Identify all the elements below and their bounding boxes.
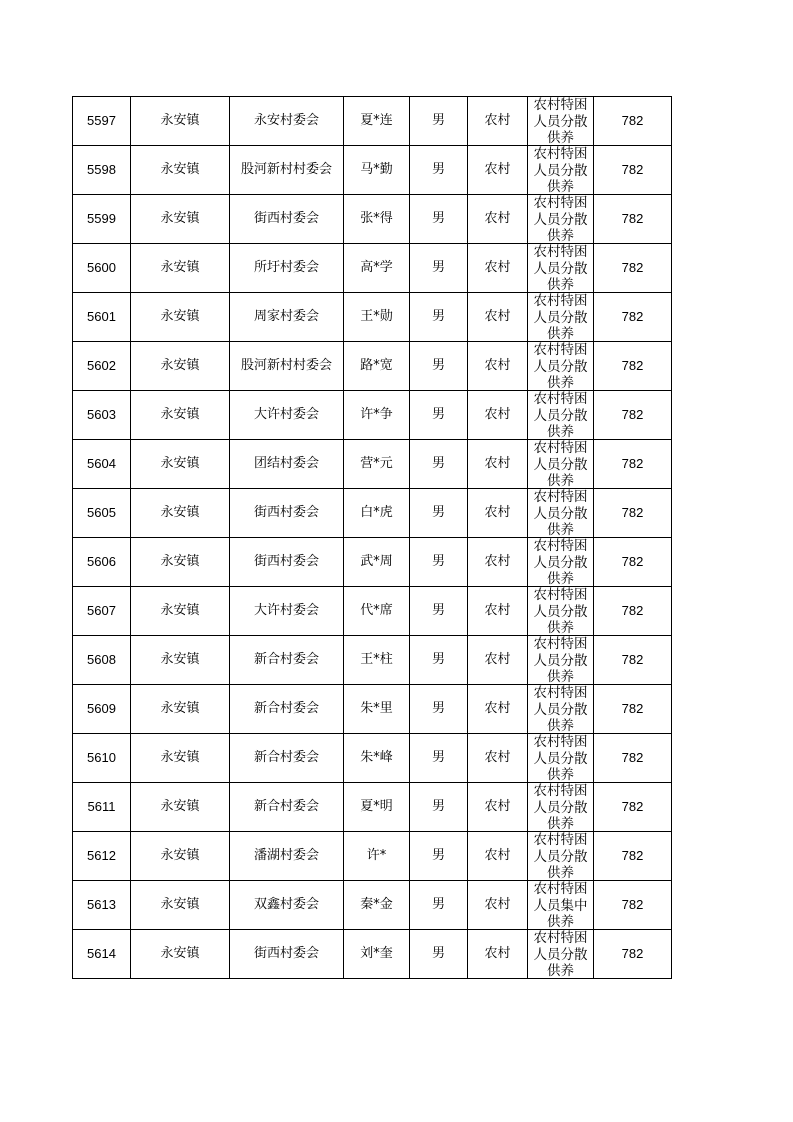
- table-row: [73, 342, 672, 391]
- cell-residence-type: 农村: [468, 195, 528, 244]
- cell-support-category: [528, 734, 594, 783]
- cell-amount: 782: [594, 97, 672, 146]
- support-category-text: 农村特困人员分散供养: [533, 832, 588, 880]
- cell-person-name: 路*宽: [344, 342, 410, 391]
- cell-person-name: 白*虎: [344, 489, 410, 538]
- table-row: [73, 244, 672, 293]
- cell-support-category: [528, 97, 594, 146]
- table-row: [73, 489, 672, 538]
- cell-residence-type: 农村: [468, 734, 528, 783]
- cell-residence-type: 农村: [468, 440, 528, 489]
- support-category-text: 农村特困人员分散供养: [533, 342, 588, 390]
- cell-village-committee: 街西村委会: [230, 538, 344, 587]
- table-row: [73, 783, 672, 832]
- cell-amount: 782: [594, 195, 672, 244]
- cell-gender: 男: [410, 195, 468, 244]
- cell-residence-type: 农村: [468, 832, 528, 881]
- cell-town: 永安镇: [131, 391, 230, 440]
- cell-person-name: 高*学: [344, 244, 410, 293]
- table-row: [73, 881, 672, 930]
- table-row: [73, 734, 672, 783]
- cell-record-number: 5604: [73, 440, 131, 489]
- cell-town: 永安镇: [131, 195, 230, 244]
- cell-gender: 男: [410, 538, 468, 587]
- support-category-text: 农村特困人员分散供养: [533, 587, 588, 635]
- cell-village-committee: 股河新村村委会: [230, 342, 344, 391]
- cell-support-category: [528, 881, 594, 930]
- cell-support-category: [528, 440, 594, 489]
- support-category-text: 农村特困人员分散供养: [533, 293, 588, 341]
- cell-support-category: [528, 783, 594, 832]
- cell-residence-type: 农村: [468, 293, 528, 342]
- cell-person-name: 朱*峰: [344, 734, 410, 783]
- cell-support-category: [528, 636, 594, 685]
- table-row: [73, 685, 672, 734]
- cell-village-committee: 新合村委会: [230, 783, 344, 832]
- cell-amount: 782: [594, 685, 672, 734]
- table-row: [73, 293, 672, 342]
- cell-support-category: [528, 685, 594, 734]
- cell-amount: 782: [594, 146, 672, 195]
- cell-amount: 782: [594, 440, 672, 489]
- table-row: [73, 832, 672, 881]
- cell-record-number: 5612: [73, 832, 131, 881]
- cell-person-name: 张*得: [344, 195, 410, 244]
- cell-residence-type: 农村: [468, 783, 528, 832]
- cell-town: 永安镇: [131, 783, 230, 832]
- cell-record-number: 5602: [73, 342, 131, 391]
- cell-amount: 782: [594, 636, 672, 685]
- cell-town: 永安镇: [131, 734, 230, 783]
- cell-village-committee: 新合村委会: [230, 734, 344, 783]
- cell-town: 永安镇: [131, 636, 230, 685]
- cell-record-number: 5608: [73, 636, 131, 685]
- cell-record-number: 5603: [73, 391, 131, 440]
- cell-town: 永安镇: [131, 146, 230, 195]
- cell-residence-type: 农村: [468, 881, 528, 930]
- cell-support-category: [528, 342, 594, 391]
- cell-record-number: 5614: [73, 930, 131, 979]
- cell-gender: 男: [410, 685, 468, 734]
- cell-village-committee: 新合村委会: [230, 636, 344, 685]
- cell-support-category: [528, 293, 594, 342]
- cell-gender: 男: [410, 783, 468, 832]
- support-category-text: 农村特困人员集中供养: [533, 881, 588, 929]
- cell-gender: 男: [410, 146, 468, 195]
- cell-village-committee: 周家村委会: [230, 293, 344, 342]
- cell-record-number: 5610: [73, 734, 131, 783]
- cell-support-category: [528, 146, 594, 195]
- cell-record-number: 5601: [73, 293, 131, 342]
- cell-person-name: 夏*明: [344, 783, 410, 832]
- cell-support-category: [528, 587, 594, 636]
- cell-gender: 男: [410, 440, 468, 489]
- cell-person-name: 许*争: [344, 391, 410, 440]
- support-category-text: 农村特困人员分散供养: [533, 636, 588, 684]
- table-row: [73, 195, 672, 244]
- cell-person-name: 刘*奎: [344, 930, 410, 979]
- support-category-text: 农村特困人员分散供养: [533, 146, 588, 194]
- cell-town: 永安镇: [131, 881, 230, 930]
- cell-residence-type: 农村: [468, 587, 528, 636]
- cell-residence-type: 农村: [468, 636, 528, 685]
- cell-amount: 782: [594, 587, 672, 636]
- cell-record-number: 5613: [73, 881, 131, 930]
- cell-support-category: [528, 195, 594, 244]
- cell-village-committee: 双鑫村委会: [230, 881, 344, 930]
- table-row: [73, 538, 672, 587]
- support-category-text: 农村特困人员分散供养: [533, 244, 588, 292]
- cell-town: 永安镇: [131, 930, 230, 979]
- cell-village-committee: 团结村委会: [230, 440, 344, 489]
- cell-record-number: 5605: [73, 489, 131, 538]
- cell-record-number: 5597: [73, 97, 131, 146]
- cell-residence-type: 农村: [468, 685, 528, 734]
- support-category-text: 农村特困人员分散供养: [533, 489, 588, 537]
- table-row: [73, 440, 672, 489]
- cell-residence-type: 农村: [468, 146, 528, 195]
- cell-person-name: 王*勋: [344, 293, 410, 342]
- cell-town: 永安镇: [131, 685, 230, 734]
- cell-person-name: 代*席: [344, 587, 410, 636]
- cell-village-committee: 潘湖村委会: [230, 832, 344, 881]
- cell-gender: 男: [410, 293, 468, 342]
- cell-gender: 男: [410, 587, 468, 636]
- cell-support-category: [528, 244, 594, 293]
- cell-amount: 782: [594, 391, 672, 440]
- support-category-text: 农村特困人员分散供养: [533, 195, 588, 243]
- support-category-text: 农村特困人员分散供养: [533, 734, 588, 782]
- cell-amount: 782: [594, 783, 672, 832]
- cell-person-name: 朱*里: [344, 685, 410, 734]
- cell-town: 永安镇: [131, 293, 230, 342]
- support-category-text: 农村特困人员分散供养: [533, 538, 588, 586]
- support-category-text: 农村特困人员分散供养: [533, 930, 588, 978]
- cell-record-number: 5611: [73, 783, 131, 832]
- cell-residence-type: 农村: [468, 244, 528, 293]
- cell-gender: 男: [410, 881, 468, 930]
- cell-person-name: 秦*金: [344, 881, 410, 930]
- table-row: [73, 930, 672, 979]
- cell-residence-type: 农村: [468, 489, 528, 538]
- cell-town: 永安镇: [131, 489, 230, 538]
- cell-town: 永安镇: [131, 538, 230, 587]
- cell-amount: 782: [594, 293, 672, 342]
- cell-residence-type: 农村: [468, 538, 528, 587]
- cell-gender: 男: [410, 97, 468, 146]
- cell-residence-type: 农村: [468, 342, 528, 391]
- support-category-text: 农村特困人员分散供养: [533, 783, 588, 831]
- cell-gender: 男: [410, 832, 468, 881]
- cell-amount: 782: [594, 881, 672, 930]
- cell-gender: 男: [410, 636, 468, 685]
- cell-gender: 男: [410, 734, 468, 783]
- cell-amount: 782: [594, 244, 672, 293]
- table-row: [73, 146, 672, 195]
- cell-town: 永安镇: [131, 832, 230, 881]
- table-row: [73, 391, 672, 440]
- cell-town: 永安镇: [131, 342, 230, 391]
- cell-amount: 782: [594, 832, 672, 881]
- cell-support-category: [528, 489, 594, 538]
- cell-village-committee: 股河新村村委会: [230, 146, 344, 195]
- cell-town: 永安镇: [131, 244, 230, 293]
- table-body: [73, 97, 672, 979]
- cell-residence-type: 农村: [468, 930, 528, 979]
- cell-person-name: 马*勤: [344, 146, 410, 195]
- support-category-text: 农村特困人员分散供养: [533, 391, 588, 439]
- cell-village-committee: 大许村委会: [230, 587, 344, 636]
- cell-record-number: 5606: [73, 538, 131, 587]
- cell-record-number: 5599: [73, 195, 131, 244]
- cell-record-number: 5600: [73, 244, 131, 293]
- cell-record-number: 5598: [73, 146, 131, 195]
- cell-amount: 782: [594, 538, 672, 587]
- table-row: [73, 587, 672, 636]
- cell-record-number: 5607: [73, 587, 131, 636]
- cell-amount: 782: [594, 342, 672, 391]
- cell-person-name: 营*元: [344, 440, 410, 489]
- support-category-text: 农村特困人员分散供养: [533, 440, 588, 488]
- cell-gender: 男: [410, 342, 468, 391]
- cell-village-committee: 街西村委会: [230, 195, 344, 244]
- cell-village-committee: 永安村委会: [230, 97, 344, 146]
- cell-town: 永安镇: [131, 440, 230, 489]
- cell-record-number: 5609: [73, 685, 131, 734]
- cell-village-committee: 街西村委会: [230, 930, 344, 979]
- cell-gender: 男: [410, 244, 468, 293]
- cell-village-committee: 街西村委会: [230, 489, 344, 538]
- cell-village-committee: 大许村委会: [230, 391, 344, 440]
- cell-gender: 男: [410, 391, 468, 440]
- cell-town: 永安镇: [131, 97, 230, 146]
- cell-person-name: 王*柱: [344, 636, 410, 685]
- cell-support-category: [528, 930, 594, 979]
- cell-support-category: [528, 538, 594, 587]
- cell-residence-type: 农村: [468, 391, 528, 440]
- cell-support-category: [528, 391, 594, 440]
- cell-village-committee: 新合村委会: [230, 685, 344, 734]
- cell-gender: 男: [410, 930, 468, 979]
- cell-village-committee: 所圩村委会: [230, 244, 344, 293]
- cell-amount: 782: [594, 930, 672, 979]
- cell-support-category: [528, 832, 594, 881]
- cell-person-name: 夏*连: [344, 97, 410, 146]
- cell-person-name: 许*: [344, 832, 410, 881]
- table-row: [73, 97, 672, 146]
- table-row: [73, 636, 672, 685]
- cell-gender: 男: [410, 489, 468, 538]
- cell-residence-type: 农村: [468, 97, 528, 146]
- support-category-text: 农村特困人员分散供养: [533, 685, 588, 733]
- cell-amount: 782: [594, 734, 672, 783]
- cell-amount: 782: [594, 489, 672, 538]
- beneficiary-table: [72, 96, 672, 979]
- cell-town: 永安镇: [131, 587, 230, 636]
- cell-person-name: 武*周: [344, 538, 410, 587]
- support-category-text: 农村特困人员分散供养: [533, 97, 588, 145]
